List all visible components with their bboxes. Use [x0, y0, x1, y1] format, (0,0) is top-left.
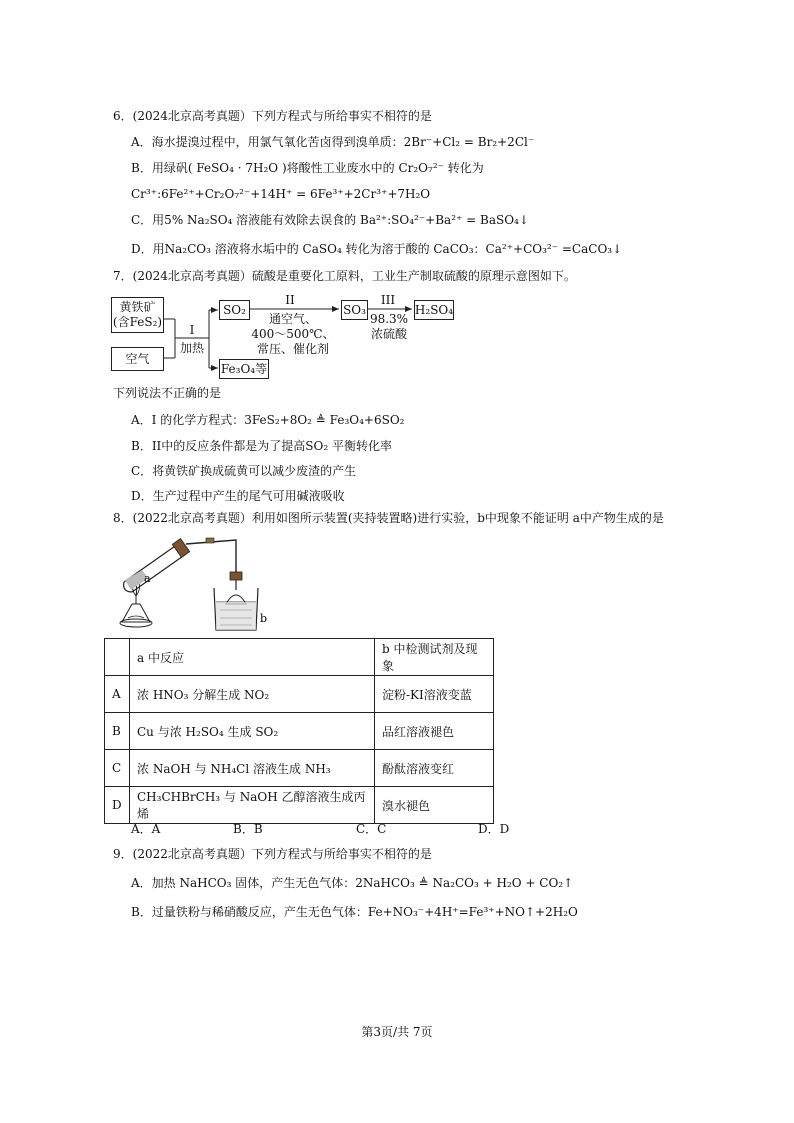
q6-option-b-line2: Cr³⁺:6Fe²⁺+Cr₂O₇²⁻+14H⁺ = 6Fe³⁺+2Cr³⁺+7H₂O	[131, 187, 431, 201]
so2-label: SO₂	[223, 302, 246, 317]
q9-option-a: A．加热 NaHCO₃ 固体，产生无色气体：2NaHCO₃ ≜ Na₂CO₃ + H₂O + CO₂↑	[131, 876, 574, 890]
q8-stem: 8．(2022北京高考真题）利用如图所示装置(夹持装置略)进行实验，b中现象不能证明 a中产物生成的是	[113, 511, 664, 525]
fe3o4-label: Fe₃O₄等	[220, 361, 268, 376]
so3-box	[341, 300, 368, 320]
table-cell: CH₃CHBrCH₃ 与 NaOH 乙醇溶液生成丙烯	[130, 787, 375, 824]
h2so4-box	[414, 300, 454, 320]
step3-condition-1: 98.3%	[369, 312, 409, 326]
q9-stem: 9．(2022北京高考真题）下列方程式与所给事实不相符的是	[113, 847, 432, 861]
step2-number: II	[285, 293, 295, 307]
air-box	[111, 347, 164, 371]
label-b: b	[260, 612, 268, 625]
pyrite-label: 黄铁矿	[119, 300, 156, 314]
pyrite-box	[111, 297, 164, 333]
air-label: 空气	[125, 351, 150, 366]
table-cell: 淀粉-KI溶液变蓝	[375, 676, 494, 713]
step3-condition-2: 浓硫酸	[370, 327, 407, 341]
q7-option-b: B．II中的反应条件都是为了提高SO₂ 平衡转化率	[131, 439, 392, 453]
q6-option-c: C．用5% Na₂SO₄ 溶液能有效除去误食的 Ba²⁺:SO₄²⁻+Ba²⁺ = BaSO₄↓	[131, 213, 529, 227]
so2-box	[219, 300, 250, 320]
step2-condition-3: 常压、催化剂	[256, 342, 329, 356]
step1-condition: 加热	[179, 341, 204, 355]
h2so4-label: H₂SO₄	[414, 302, 454, 317]
table-cell: 浓 HNO₃ 分解生成 NO₂	[130, 676, 375, 713]
step1-number: I	[189, 323, 195, 337]
table-row	[105, 750, 494, 787]
label-a: a	[144, 572, 151, 585]
step2-condition-2: 400～500℃、	[251, 327, 335, 341]
q7-option-c: C．将黄铁矿换成硫黄可以减少废渣的产生	[131, 464, 357, 478]
q6-stem: 6．(2024北京高考真题）下列方程式与所给事实不相符的是	[113, 109, 432, 123]
step3-number: III	[380, 293, 396, 307]
table-header-cell: b 中检测试剂及现象	[375, 639, 494, 676]
q7-option-d: D．生产过程中产生的尾气可用碱液吸收	[131, 489, 345, 503]
q7-option-a: A．I 的化学方程式：3FeS₂+8O₂ ≜ Fe₃O₄+6SO₂	[131, 413, 405, 427]
page-footer: 第3页/共 7页	[361, 1025, 433, 1039]
table-cell: D	[105, 787, 130, 824]
fe3o4-box	[219, 359, 269, 379]
table-cell: A	[105, 676, 130, 713]
table-row	[105, 676, 494, 713]
so3-label: SO₃	[343, 302, 366, 317]
table-cell: C	[105, 750, 130, 787]
q7-stem: 7．(2024北京高考真题）硫酸是重要化工原料，工业生产制取硫酸的原理示意图如下。	[113, 269, 576, 283]
table-header-row	[105, 639, 494, 676]
table-row	[105, 713, 494, 750]
table-cell: Cu 与浓 H₂SO₄ 生成 SO₂	[130, 713, 375, 750]
q9-option-b: B．过量铁粉与稀硝酸反应，产生无色气体：Fe+NO₃⁻+4H⁺=Fe³⁺+NO↑+2H₂O	[131, 905, 578, 919]
table-header-cell	[105, 639, 130, 676]
table-cell: 品红溶液褪色	[375, 713, 494, 750]
table-cell: 浓 NaOH 与 NH₄Cl 溶液生成 NH₃	[130, 750, 375, 787]
q7-lead: 下列说法不正确的是	[113, 386, 222, 400]
pyrite-sublabel: (含FeS₂)	[112, 315, 163, 329]
q8-choice-a: A．A	[131, 822, 161, 836]
table-cell: B	[105, 713, 130, 750]
q6-option-a: A．海水提溴过程中，用氯气氧化苦卤得到溴单质：2Br⁻+Cl₂ = Br₂+2Cl⁻	[131, 135, 535, 149]
q8-apparatus-figure	[110, 530, 280, 640]
q8-choice-d: D．D	[478, 822, 510, 836]
q8-choice-b: B．B	[233, 822, 263, 836]
q6-option-d: D．用Na₂CO₃ 溶液将水垢中的 CaSO₄ 转化为溶于酸的 CaCO₃：Ca²⁺+CO₃²⁻ =CaCO₃↓	[131, 242, 623, 256]
q8-options-table	[104, 638, 494, 824]
q8-choice-c: C．C	[356, 822, 387, 836]
q6-option-b-line1: B．用绿矾( FeSO₄ · 7H₂O )将酸性工业废水中的 Cr₂O₇²⁻ 转化为	[131, 161, 484, 175]
table-cell: 溴水褪色	[375, 787, 494, 824]
table-cell: 酚酞溶液变红	[375, 750, 494, 787]
table-row	[105, 787, 494, 824]
table-header-cell: a 中反应	[130, 639, 375, 676]
step2-condition-1: 通空气、	[268, 312, 317, 326]
